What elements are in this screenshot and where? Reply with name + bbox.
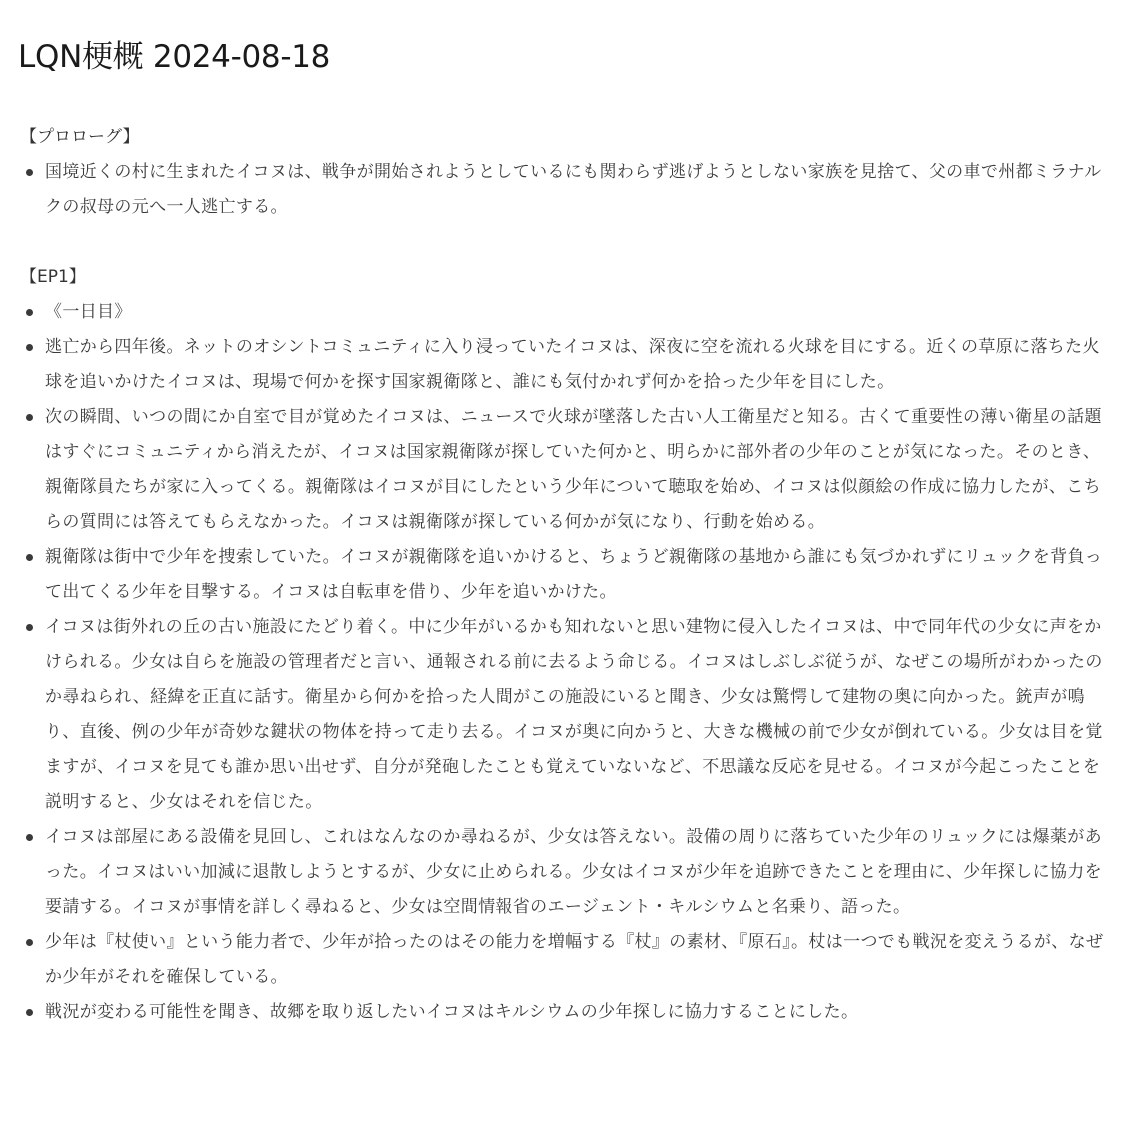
bullet-dot-icon bbox=[26, 1009, 33, 1016]
bullet-dot-icon bbox=[26, 624, 33, 631]
list-item bbox=[18, 995, 1111, 1030]
list-item-text: イコヌは部屋にある設備を見回し、これはなんなのか尋ねるが、少女は答えない。設備の周りに落ちていた少年のリュックには爆薬があった。イコヌはいい加減に退散しようとするが、少女に止められる。少女はイコヌが少年を追跡できたことを理由に、少年探しに協力を要請する。イコヌが事情を詳しく尋ねると、少女は空間情報省のエージェント・キルシウムと名乗り、語った。 bbox=[45, 827, 1102, 917]
list-item-text: 戦況が変わる可能性を聞き、故郷を取り返したいイコヌはキルシウムの少年探しに協力することにした。 bbox=[45, 1002, 859, 1022]
page-title: LQN梗概 2024-08-18 bbox=[18, 39, 331, 75]
bullet-dot-icon bbox=[26, 939, 33, 946]
list-item bbox=[18, 540, 1111, 610]
list-item-text: イコヌは街外れの丘の古い施設にたどり着く。中に少年がいるかも知れないと思い建物に侵入したイコヌは、中で同年代の少女に声をかけられる。少女は自らを施設の管理者だと言い、通報される前に去るよう命じる。イコヌはしぶしぶ従うが、なぜこの場所がわかったのか尋ねられ、経緯を正直に話す。衛星から何かを拾った人間がこの施設にいると聞き、少女は驚愕して建物の奥に向かった。銃声が鳴り、直後、例の少年が奇妙な鍵状の物体を持って走り去る。イコヌが奥に向かうと、大きな機械の前で少女が倒れている。少女は目を覚ますが、イコヌを見ても誰か思い出せず、自分が発砲したことも覚えていないなど、不思議な反応を見せる。イコヌが今起こったことを説明すると、少女はそれを信じた。 bbox=[45, 617, 1103, 812]
bullet-dot-icon bbox=[26, 834, 33, 841]
list-item-text: 《一日目》 bbox=[45, 302, 132, 322]
list-item bbox=[18, 155, 1111, 225]
bullet-dot-icon bbox=[26, 169, 33, 176]
document-body bbox=[18, 120, 1111, 1030]
section-heading: 【EP1】 bbox=[20, 267, 86, 287]
section bbox=[18, 120, 1111, 225]
list-item bbox=[18, 295, 1111, 330]
list-item bbox=[18, 610, 1111, 820]
section-heading: 【プロローグ】 bbox=[20, 127, 140, 147]
bullet-list bbox=[18, 295, 1111, 1030]
bullet-dot-icon bbox=[26, 414, 33, 421]
bullet-dot-icon bbox=[26, 309, 33, 316]
bullet-dot-icon bbox=[26, 344, 33, 351]
bullet-dot-icon bbox=[26, 554, 33, 561]
list-item-text: 少年は『杖使い』という能力者で、少年が拾ったのはその能力を増幅する『杖』の素材、『原石』。杖は一つでも戦況を変えうるが、なぜか少年がそれを確保している。 bbox=[45, 932, 1104, 987]
list-item-text: 親衛隊は街中で少年を捜索していた。イコヌが親衛隊を追いかけると、ちょうど親衛隊の基地から誰にも気づかれずにリュックを背負って出てくる少年を目撃する。イコヌは自転車を借り、少年を追いかけた。 bbox=[45, 547, 1103, 602]
list-item bbox=[18, 925, 1111, 995]
bullet-list bbox=[18, 155, 1111, 225]
list-item bbox=[18, 330, 1111, 400]
section bbox=[18, 260, 1111, 1030]
list-item bbox=[18, 400, 1111, 540]
list-item-text: 国境近くの村に生まれたイコヌは、戦争が開始されようとしているにも関わらず逃げようとしない家族を見捨て、父の車で州都ミラナルクの叔母の元へ一人逃亡する。 bbox=[45, 162, 1102, 217]
list-item-text: 次の瞬間、いつの間にか自室で目が覚めたイコヌは、ニュースで火球が墜落した古い人工衛星だと知る。古くて重要性の薄い衛星の話題はすぐにコミュニティから消えたが、イコヌは国家親衛隊が探していた何かと、明らかに部外者の少年のことが気になった。そのとき、親衛隊員たちが家に入ってくる。親衛隊はイコヌが目にしたという少年について聴取を始め、イコヌは似顔絵の作成に協力したが、こちらの質問には答えてもらえなかった。イコヌは親衛隊が探している何かが気になり、行動を始める。 bbox=[45, 407, 1102, 532]
list-item bbox=[18, 820, 1111, 925]
list-item-text: 逃亡から四年後。ネットのオシントコミュニティに入り浸っていたイコヌは、深夜に空を流れる火球を目にする。近くの草原に落ちた火球を追いかけたイコヌは、現場で何かを探す国家親衛隊と、誰にも気付かれず何かを拾った少年を目にした。 bbox=[45, 337, 1100, 392]
